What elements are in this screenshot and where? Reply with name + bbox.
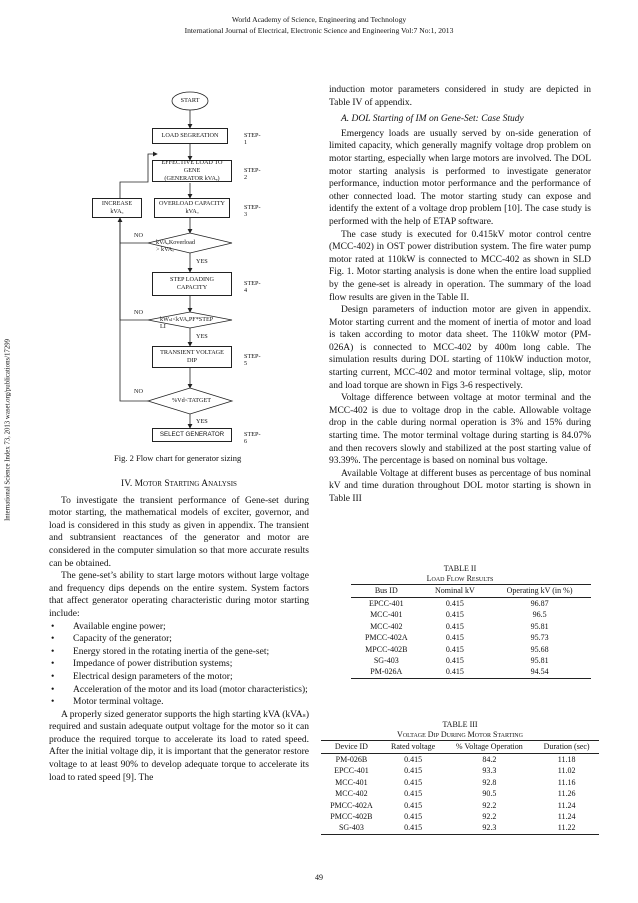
header-line-1: World Academy of Science, Engineering and Technology [231, 15, 407, 24]
table-cell: 0.415 [445, 610, 464, 620]
figure-caption: Fig. 2 Flow chart for generator sizing [114, 453, 242, 463]
column-header: Device ID [321, 741, 382, 754]
table-cell: 0.415 [404, 789, 423, 799]
yes-label-3: YES [196, 418, 208, 425]
column-header: Duration (sec) [534, 741, 599, 754]
table-cell: 95.68 [530, 644, 549, 654]
list-item: • Acceleration of the motor and its load (motor characteristics); [49, 684, 309, 697]
table-cell: SG-403 [321, 822, 382, 834]
transient-voltage-box: TRANSIENT VOLTAGE DIP [152, 346, 232, 368]
table-cell: PMCC-402A [330, 800, 373, 810]
table-cell: 0.415 [445, 656, 464, 666]
table-cell: MCC-402 [335, 789, 368, 799]
table-cell: MCC-402 [370, 621, 403, 631]
decision-2-label: kWₛₗ<kVAₑPF*STEP LI [160, 316, 214, 330]
list-item: • Capacity of the generator; [49, 633, 309, 646]
select-generator-box: SELECT GENERATOR [152, 428, 232, 442]
table-cell: 0.415 [404, 755, 423, 764]
increase-kva-box: INCREASE kVA꜀ [92, 198, 142, 218]
left-paragraph-1: To investigate the transient performance of Gene-set during motor starting, the mathematical models of exciter, governor, and load is considered in this study as given in appendix. The transient and subtransient reactances of the generator and motor are considered in the computer simulation so that more accurate results can be obtained. [49, 495, 309, 569]
table-3-label: TABLE III [442, 720, 478, 729]
load-flow-table [351, 584, 591, 679]
table-cell: EPCC-401 [334, 766, 369, 776]
step-1-label: STEP-1 [244, 132, 261, 146]
table-row [321, 800, 599, 811]
table-row [321, 777, 599, 788]
right-paragraph-1: Emergency loads are usually served by on-side generation of limited capacity, which generally magnify voltage drop problem on motor starting, especially when large motors are involved. The DOL motor starting analysis is performed to investigate generator performance, induction motor performance and the performance of other connected load. The motor starting study can expose and identify the extent of a voltage drop problem [10]. The case study is performed with the help of ETAP software. [329, 128, 591, 227]
table-row [351, 666, 591, 678]
table-cell: 92.8 [482, 777, 497, 787]
table-row [351, 621, 591, 632]
start-node: START [180, 97, 200, 104]
list-item: • Electrical design parameters of the motor; [49, 671, 309, 684]
column-header: Operating kV (in %) [488, 585, 591, 598]
table-3-title-block [329, 720, 591, 740]
step-3-label: STEP-3 [244, 204, 261, 218]
left-paragraph-2: The gene-set’s ability to start large motors without large voltage and frequency dips depends on the entire system. System factors that affect generator operating characteristic during motor starting include: [49, 571, 309, 619]
subsection-title: A. DOL Starting of IM on Gene-Set: Case Study [341, 114, 524, 125]
table-cell: 0.415 [445, 599, 464, 608]
step-2-label: STEP-2 [244, 167, 261, 181]
no-label-2: NO [134, 309, 143, 316]
overload-capacity-line-1: OVERLOAD CAPACITY [159, 200, 225, 207]
table-cell: 11.24 [557, 812, 576, 822]
decision-3-label: %Vd<TATGET [172, 397, 212, 404]
step-6-label: STEP-6 [244, 431, 261, 445]
effective-load-line-2: (GENERATOR kVAₑ) [164, 175, 220, 182]
table-2-title-block [329, 564, 591, 584]
table-cell: 11.16 [557, 777, 576, 787]
table-cell: 0.415 [404, 800, 423, 810]
table-row [351, 644, 591, 655]
column-header: Rated voltage [382, 741, 445, 754]
table-row [351, 632, 591, 643]
table-cell: 0.415 [382, 822, 445, 834]
table-row [321, 811, 599, 822]
list-item: • Impedance of power distribution systems; [49, 658, 309, 671]
list-item: • Energy stored in the rotating inertia of the gene-set; [49, 646, 309, 659]
table-2-title: Load Flow Results [426, 574, 494, 583]
table-row [321, 822, 599, 834]
page-number: 49 [315, 873, 323, 882]
right-paragraph-2: The case study is executed for 0.415kV motor control centre (MCC-402) in OST power distribution system. The fire water pump motor rated at 110kW is connected to MCC-402 as shown in SLD Fig. 1. Motor starting analysis is done when the entire load supplied by the gene-set is already in operation. The summary of the load flow results are given in the Table II. [329, 229, 591, 303]
table-row [321, 754, 599, 766]
table-cell: PM-026A [351, 666, 422, 678]
voltage-dip-table [321, 740, 599, 835]
table-row [351, 609, 591, 620]
table-cell: 90.5 [482, 789, 497, 799]
table-cell: 11.02 [557, 766, 576, 776]
table-row [321, 765, 599, 776]
column-header: Bus ID [351, 585, 422, 598]
table-cell: 11.26 [557, 789, 576, 799]
table-cell: PM-026B [335, 755, 368, 764]
right-paragraph-5: Available Voltage at different buses as percentage of bus nominal kV and time duration throughout DOL motor starting is shown in Table III [329, 468, 591, 504]
table-cell: 92.2 [482, 812, 497, 822]
overload-capacity-box [154, 198, 230, 218]
table-row [351, 598, 591, 610]
decision-1-label: kVAₑKoverload > kVAₒ [156, 239, 195, 253]
table-header-row [351, 585, 591, 598]
sidebar-citation-text: International Science Index 73, 2013 waset.org/publications/17299 [4, 338, 12, 522]
table-header-row [321, 741, 599, 754]
table-row [351, 655, 591, 666]
table-cell: 0.415 [445, 621, 464, 631]
table-cell: 95.81 [530, 656, 549, 666]
table-cell: 95.73 [530, 633, 549, 643]
journal-header [0, 14, 638, 36]
table-2-label: TABLE II [443, 564, 477, 573]
table-cell: 0.415 [404, 812, 423, 822]
table-cell: 0.415 [445, 633, 464, 643]
sidebar-citation [2, 210, 14, 650]
table-cell: MPCC-402B [365, 644, 408, 654]
left-paragraph-3: A properly sized generator supports the high starting kVA (kVAₛ) required and sustain adequate output voltage for the motor so it can produce the required torque to accelerate its load to rated speed. After the initial voltage dip, it is important that the generator restore voltage to at least 90% to develop adequate torque to accelerate its load to rated speed [9]. The [49, 709, 309, 783]
table-cell: 96.5 [532, 610, 547, 620]
effective-load-box [152, 160, 232, 182]
table-cell: 11.22 [534, 822, 599, 834]
table-cell: 92.2 [482, 800, 497, 810]
table-cell: 84.2 [482, 755, 497, 764]
table-cell: 0.415 [404, 766, 423, 776]
effective-load-line-1: EFFECTIVE LOAD TO GENE [161, 159, 223, 174]
table-cell: PMCC-402B [330, 812, 373, 822]
section-title: IV. Motor Starting Analysis [121, 479, 237, 489]
right-paragraph-4: Voltage difference between voltage at motor terminal and the MCC-402 is due to voltage drop in the cable. Allowable voltage drop in the cable during normal operation is 3% and 15% during starting time. The motor terminal voltage during starting is 84.07% and then recovers slowly and stabilized at the post starting value of 93.39%. The percentage is based on nominal bus voltage. [329, 393, 591, 467]
table-cell: 0.415 [422, 666, 489, 678]
yes-label-1: YES [196, 258, 208, 265]
table-cell: 0.415 [404, 777, 423, 787]
header-line-2: International Journal of Electrical, Electronic Science and Engineering Vol:7 No:1, 2013 [184, 26, 454, 35]
table-row [321, 788, 599, 799]
table-cell: 96.87 [530, 599, 549, 608]
column-header: Nominal kV [422, 585, 489, 598]
list-item: • Motor terminal voltage. [49, 696, 309, 709]
table-cell: SG-403 [373, 656, 399, 666]
right-column [329, 84, 591, 506]
no-label-3: NO [134, 388, 143, 395]
table-cell: 11.24 [557, 800, 576, 810]
table-cell: 95.81 [530, 621, 549, 631]
right-paragraph-0: induction motor parameters considered in study are depicted in Table IV of appendix. [329, 85, 591, 108]
step-loading-box: STEP LOADING CAPACITY [152, 272, 232, 296]
left-column [49, 478, 309, 784]
table-cell: MCC-401 [335, 777, 368, 787]
yes-label-2: YES [196, 333, 208, 340]
table-3-title: Voltage Dip During Motor Starting [397, 730, 523, 739]
no-label-1: NO [134, 232, 143, 239]
system-factors-list [49, 621, 309, 709]
table-cell: 92.3 [444, 822, 534, 834]
table-cell: PMCC-402A [364, 633, 408, 643]
column-header: % Voltage Operation [444, 741, 534, 754]
right-paragraph-3: Design parameters of induction motor are given in appendix. Motor starting current and the moment of inertia of motor and load is taken according to motor data sheet. The 110kW motor (PM-026A) is connected to MCC-402 by 400m long cable. The simulation results during DOL starting of 110kW induction motor, starting current, MCC-402 and motor terminal voltage, slip, motor and load torque are shown in Figs 3-6 respectively. [329, 305, 591, 391]
table-cell: EPCC-401 [368, 599, 404, 608]
table-cell: 93.3 [482, 766, 497, 776]
table-cell: 11.18 [557, 755, 576, 764]
load-segregation-box: LOAD SEGREATION [152, 128, 228, 144]
table-cell: 0.415 [445, 644, 464, 654]
list-item: • Available engine power; [49, 621, 309, 634]
step-5-label: STEP-5 [244, 353, 261, 367]
table-cell: MCC-401 [370, 610, 403, 620]
table-cell: 94.54 [488, 666, 591, 678]
step-4-label: STEP-4 [244, 280, 261, 294]
overload-capacity-line-2: kVAₒ [185, 208, 199, 215]
